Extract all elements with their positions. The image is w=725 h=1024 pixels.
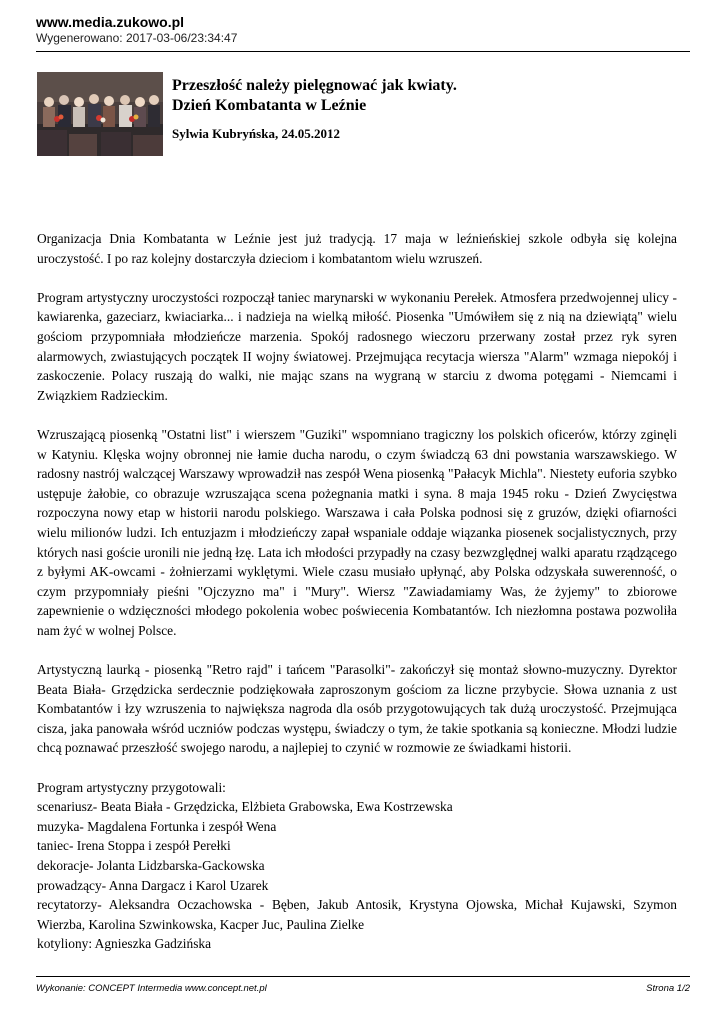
page-number: Strona 1/2 xyxy=(646,983,690,994)
article-title-line1: Przeszłość należy pielęgnować jak kwiaty. xyxy=(172,77,457,94)
article-title xyxy=(172,76,692,116)
credits-line: taniec- Irena Stoppa i zespół Perełki xyxy=(37,838,231,854)
credits-line: scenariusz- Beata Biała - Grzędzicka, Elżbieta Grabowska, Ewa Kostrzewska xyxy=(37,799,453,815)
veterans-photo-illustration xyxy=(37,72,163,156)
credits-line: dekoracje- Jolanta Lidzbarska-Gackowska xyxy=(37,858,265,873)
article-paragraph: Organizacja Dnia Kombatanta w Leźnie jest już tradycją. 17 maja w leźnieńskiej szkole odbyła się kolejna uroczystość. I po raz kolejny dostarczyła dzieciom i kombatantom wielu wzruszeń. xyxy=(37,231,677,266)
site-url: www.media.zukowo.pl xyxy=(36,14,185,30)
footer-divider xyxy=(36,976,690,977)
header-divider xyxy=(36,51,690,52)
footer-credit: Wykonanie: CONCEPT Intermedia www.concept.net.pl xyxy=(36,983,267,994)
article-body xyxy=(37,229,677,954)
credits-line: kotyliony: Agnieszka Gadzińska xyxy=(37,936,212,952)
credits-line: Program artystyczny przygotowali: xyxy=(37,779,226,795)
credits-line: muzyka- Magdalena Fortunka i zespół Wena xyxy=(37,818,277,834)
article-photo xyxy=(37,72,163,156)
article-paragraph: Wzruszającą piosenką "Ostatni list" i wierszem "Guziki" wspomniano tragiczny los polskich oficerów, którzy zginęli w Katyniu. Klęska wojny obronnej nie łamie ducha narodu, o czym świadczą 63 dni powstania warszawskiego. W radosny nastrój walczącej Warszawy wprowadził nas zespół Wena piosenką "Pałacyk Michla". Niestety euforia szybko ustępuje żałobie, co obrazuje wzruszająca scena pożegnania matki i syna. 8 maja 1945 roku - Dzień Zwycięstwa rozpoczyna nowy etap w historii narodu polskiego. Warszawa i cała Polska podnosi się z gruzów, dzięki ofiarności wielu milionów ludzi. Ich entuzjazm i młodzieńczy zapał wspaniale oddaje wiązanka piosenek socjalistycznych, przy których nasi goście uronili nie jedną łzę. Lata ich młodości przypadły na czasy bezwzględnej walki aparatu rządzącego z byłymi AK-owcami - żołnierzami wyklętymi. Wiele czasu musiało upłynąć, aby Polska odzyskała suwerenność, o czym przypomniały pieśni "Ojczyzno ma" i "Mury". Wiersz "Zawiadamiamy Was, że żyjemy" to zbiorowe zapewnienie o wdzięczności młodego pokolenia wobec poświecenia Kombatantów. Ich niezłomna postawa pozwoliła nam żyć w wolnej Polsce. xyxy=(37,426,677,638)
generated-timestamp: Wygenerowano: 2017-03-06/23:34:47 xyxy=(36,31,238,45)
article-paragraph: Program artystyczny uroczystości rozpoczął taniec marynarski w wykonaniu Perełek. Atmosfera przedwojennej ulicy - kawiarenka, gazeciarz, kwiaciarka... i nadzieja na wielką miłość. Piosenka "Umówiłem się z nią na dziewiątą" wielu gościom przypomniała młodzieńcze marzenia. Spokój radosnego wieczoru przerwany został przez ryk syren alarmowych, zwiastujących początek II wojny światowej. Przejmująca recytacja wiersza "Alarm" wzmaga niepokój i zaskoczenie. Polacy ruszają do walki, nie mając szans na wygraną w starciu z dwoma potęgami - Niemcami i Związkiem Radzieckim. xyxy=(37,289,677,403)
program-credits xyxy=(37,778,677,954)
credits-line: recytatorzy- Aleksandra Oczachowska - Bęben, Jakub Antosik, Krystyna Ojowska, Michał Kujawski, Szymon Wierzba, Karolina Szwinkowska, Kacper Juc, Paulina Zielke xyxy=(37,897,677,932)
article-heading xyxy=(172,76,692,142)
article-byline: Sylwia Kubryńska, 24.05.2012 xyxy=(172,126,340,141)
credits-line: prowadzący- Anna Dargacz i Karol Uzarek xyxy=(37,877,269,893)
page-header xyxy=(36,14,690,46)
article-paragraph: Artystyczną laurką - piosenką "Retro rajd" i tańcem "Parasolki"- zakończył się montaż słowno-muzyczny. Dyrektor Beata Biała- Grzędzicka serdecznie podziękowała zaproszonym gościom za liczne przybycie. Słowa uznania z ust Kombatantów i łzy wzruszenia to największa nagroda dla osób przygotowujących tak dużą uroczystość. Przejmująca cisza, jaka panowała wśród uczniów podczas występu, świadczy o tym, że takie spotkania są konieczne. Młodzi ludzie chcą poznawać przeszłość swojego narodu, a najlepiej to czynić w rozmowie ze świadkami historii. xyxy=(37,662,677,756)
article-title-line2: Dzień Kombatanta w Leźnie xyxy=(172,97,367,114)
